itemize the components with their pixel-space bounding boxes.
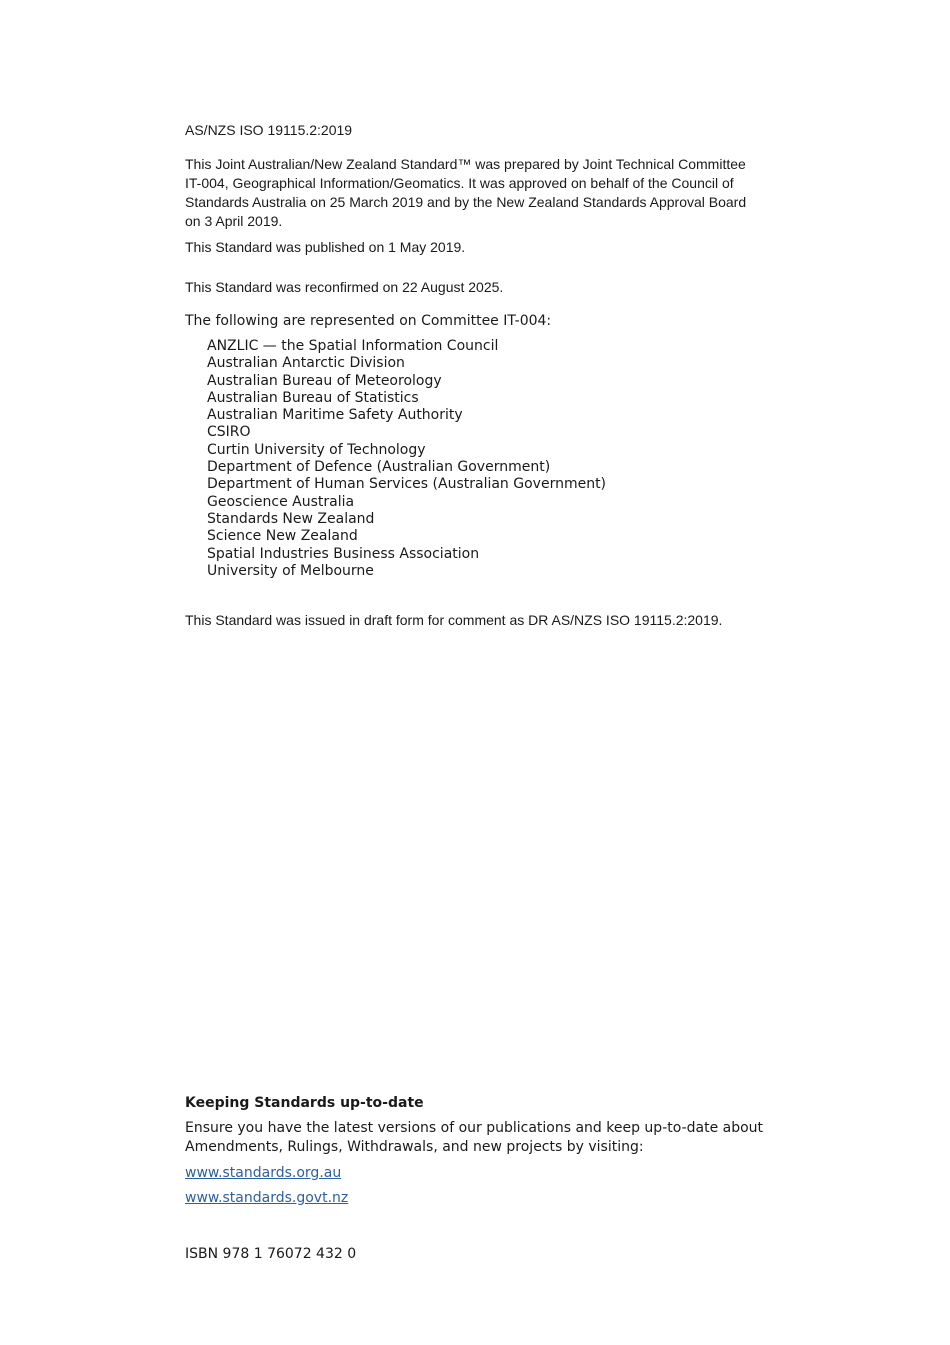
committee-member: University of Melbourne — [207, 562, 374, 579]
published-date: This Standard was published on 1 May 2019. — [185, 239, 466, 255]
committee-members-list — [207, 338, 606, 580]
committee-intro: The following are represented on Committee IT-004: — [185, 313, 552, 329]
committee-member: Department of Human Services (Australian Government) — [207, 476, 607, 493]
document-id: AS/NZS ISO 19115.2:2019 — [185, 122, 353, 138]
committee-member: Department of Defence (Australian Government) — [207, 459, 551, 476]
committee-member: Spatial Industries Business Association — [207, 545, 480, 562]
committee-member: Geoscience Australia — [207, 493, 355, 510]
keeping-up-to-date-heading: Keeping Standards up-to-date — [185, 1095, 424, 1111]
approval-paragraph: This Joint Australian/New Zealand Standard™ was prepared by Joint Technical Committee IT-004, Geographical Information/Geomatics. It was approved on behalf of the Council of Standards Australia on 25 March 2019 and by the New Zealand Standards Approval Board on 3 April 2019. — [185, 156, 747, 229]
keeping-up-to-date-text: Ensure you have the latest versions of our publications and keep up-to-date about Amendments, Rulings, Withdrawals, and new projects by visiting: — [185, 1120, 764, 1155]
standards-australia-link[interactable]: www.standards.org.au — [185, 1165, 342, 1181]
committee-member: Australian Bureau of Statistics — [207, 389, 419, 406]
committee-member: Standards New Zealand — [207, 510, 375, 527]
committee-member: Australian Antarctic Division — [207, 355, 405, 372]
committee-member: Australian Maritime Safety Authority — [207, 407, 463, 424]
isbn: ISBN 978 1 76072 432 0 — [185, 1246, 357, 1262]
committee-member: Australian Bureau of Meteorology — [207, 372, 442, 389]
committee-member: CSIRO — [207, 424, 251, 441]
draft-note: This Standard was issued in draft form for comment as DR AS/NZS ISO 19115.2:2019. — [185, 612, 723, 628]
committee-member: Science New Zealand — [207, 528, 358, 545]
committee-member: ANZLIC — the Spatial Information Council — [207, 338, 499, 354]
committee-member: Curtin University of Technology — [207, 441, 426, 458]
reconfirmed-date: This Standard was reconfirmed on 22 August 2025. — [185, 279, 504, 295]
standards-nz-link[interactable]: www.standards.govt.nz — [185, 1190, 349, 1206]
